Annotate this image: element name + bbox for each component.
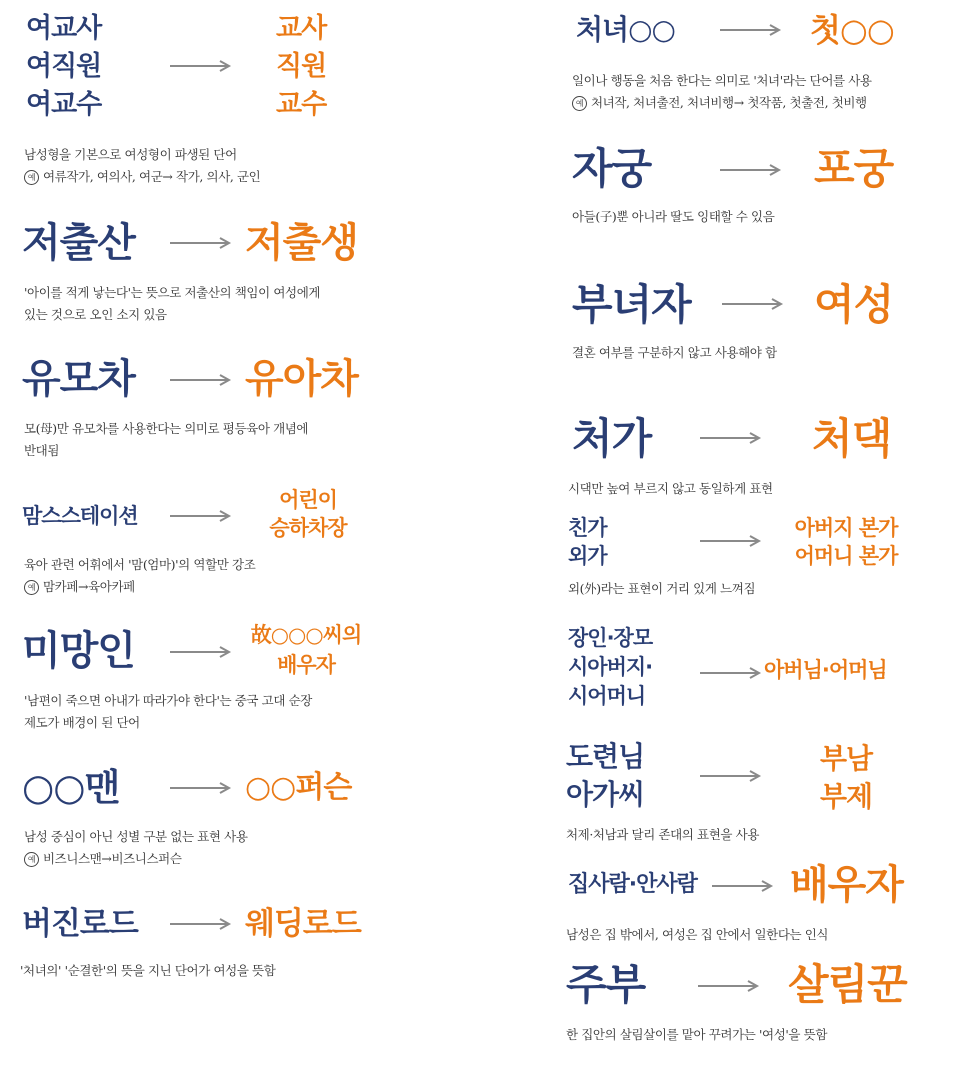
- arrow-icon: [700, 535, 762, 547]
- new-term-line: 처댁: [812, 414, 892, 463]
- new-term-line: 저출생: [245, 220, 358, 266]
- old-term: [22, 354, 135, 404]
- description-line: 남성은 집 밖에서, 여성은 집 안에서 일한다는 인식: [566, 927, 829, 942]
- old-term: [566, 958, 645, 1012]
- old-term-line: 외가: [568, 544, 607, 568]
- old-term: [22, 626, 135, 676]
- old-term-line: 맘스스테이션: [22, 504, 138, 528]
- arrow-icon: [170, 374, 232, 386]
- new-term: [820, 740, 872, 816]
- new-term: [810, 10, 894, 50]
- old-term: [22, 764, 119, 812]
- old-term-line: 저출산: [22, 220, 135, 266]
- arrow-icon: [170, 60, 232, 72]
- new-term-line: 살림꾼: [788, 960, 907, 1009]
- old-term-line: 처녀○○: [576, 13, 675, 46]
- description: [24, 144, 260, 188]
- example-mark-icon: 예: [572, 96, 587, 111]
- old-term-line: 여교수: [26, 89, 102, 120]
- old-term: [22, 218, 135, 268]
- example-text: 여류작가, 여의사, 여군→ 작가, 의사, 군인: [43, 168, 261, 184]
- old-term-line: 여교사: [26, 13, 102, 44]
- old-term: [576, 10, 675, 50]
- description: [24, 826, 248, 870]
- old-term-line: 집사람·안사람: [568, 872, 697, 897]
- arrow-icon: [700, 432, 762, 444]
- example-line: [24, 576, 255, 598]
- description-line: 한 집안의 살림살이를 맡아 꾸려가는 '여성'을 뜻함: [566, 1027, 828, 1042]
- new-term: [814, 278, 893, 332]
- description-line: 제도가 배경이 된 단어: [24, 714, 140, 730]
- old-term: [572, 412, 651, 466]
- arrow-icon: [170, 918, 232, 930]
- new-term: [238, 620, 374, 680]
- old-term: [26, 10, 101, 124]
- new-term-line: 웨딩로드: [245, 906, 361, 942]
- new-term: [245, 904, 361, 944]
- new-term-line: 배우자: [790, 862, 903, 908]
- new-term-line: 여성: [814, 280, 894, 329]
- description-line: 육아 관련 어휘에서 '맘(엄마)'의 역할만 강조: [24, 557, 256, 572]
- description-line: 모(母)만 유모차를 사용한다는 의미로 평등육아 개념에: [24, 421, 309, 436]
- description: [568, 578, 755, 600]
- new-term-line: 교수: [276, 89, 327, 120]
- new-term: [245, 768, 351, 808]
- description: [566, 924, 828, 946]
- new-term-line: 부제: [820, 780, 873, 813]
- old-term: [566, 738, 644, 814]
- new-term: [772, 514, 920, 570]
- new-term: [814, 142, 893, 196]
- description: [566, 824, 759, 846]
- arrow-icon: [170, 510, 232, 522]
- new-term-line: 교사: [276, 13, 327, 44]
- old-term-line: 시아버지·: [568, 655, 653, 679]
- old-term-line: 장인·장모: [568, 626, 653, 650]
- description-line: 남성형을 기본으로 여성형이 파생된 단어: [24, 147, 237, 162]
- description: [24, 554, 255, 598]
- old-term: [568, 514, 607, 570]
- description-line: 처제·처남과 달리 존대의 표현을 사용: [566, 827, 759, 842]
- example-line: [24, 166, 260, 188]
- new-term: [788, 958, 907, 1012]
- arrow-icon: [720, 164, 782, 176]
- old-term-line: 유모차: [22, 356, 135, 402]
- description-line: 반대됨: [24, 442, 60, 458]
- description: [24, 418, 308, 462]
- new-term-line: 첫○○: [810, 11, 894, 49]
- description: [572, 342, 777, 364]
- description: [568, 478, 773, 500]
- new-term-line: 아버님·어머님: [764, 658, 887, 682]
- description-line: 아들(子)뿐 아니라 딸도 잉태할 수 있음: [572, 209, 775, 224]
- description: [20, 960, 275, 982]
- old-term: [568, 870, 697, 900]
- old-term-line: 여직원: [26, 51, 102, 82]
- description-line: 외(外)라는 표현이 거리 있게 느껴짐: [568, 581, 756, 596]
- old-term-line: 미망인: [22, 628, 135, 674]
- old-term: [572, 142, 651, 196]
- new-term-line: 배우자: [277, 653, 335, 677]
- description-line: 있는 것으로 오인 소지 있음: [24, 306, 167, 322]
- example-line: [572, 92, 872, 114]
- example-text: 비즈니스맨→비즈니스퍼슨: [43, 850, 182, 866]
- old-term-line: 처가: [572, 414, 652, 463]
- new-term-line: 어린이: [279, 488, 337, 512]
- description: [24, 690, 312, 734]
- description: [24, 282, 320, 326]
- new-term: [276, 10, 326, 124]
- old-term: [22, 904, 138, 944]
- old-term-line: 시어머니: [568, 684, 646, 708]
- description: [572, 206, 774, 228]
- arrow-icon: [700, 667, 762, 679]
- old-term-line: 주부: [566, 960, 646, 1009]
- new-term-line: 故○○○씨의: [250, 623, 362, 647]
- description-line: 시댁만 높여 부르지 않고 동일하게 표현: [568, 481, 773, 496]
- description-line: 남성 중심이 아닌 성별 구분 없는 표현 사용: [24, 829, 248, 844]
- arrow-icon: [170, 646, 232, 658]
- new-term-line: 부남: [820, 742, 873, 775]
- arrow-icon: [720, 24, 782, 36]
- new-term-line: 어머니 본가: [794, 544, 898, 568]
- example-line: [24, 848, 248, 870]
- example-text: 맘카페→육아카페: [43, 578, 135, 594]
- old-term-line: 아가씨: [566, 778, 645, 811]
- new-term: [256, 486, 360, 542]
- new-term-line: 아버지 본가: [794, 516, 898, 540]
- new-term-line: 유아차: [245, 356, 358, 402]
- new-term-line: 승하차장: [269, 516, 347, 540]
- example-text: 처녀작, 처녀출전, 처녀비행→ 첫작품, 첫출전, 첫비행: [591, 94, 867, 110]
- new-term: [764, 656, 887, 684]
- new-term-line: ○○퍼슨: [245, 770, 352, 805]
- old-term-line: 친가: [568, 516, 607, 540]
- description-line: '처녀의' '순결한'의 뜻을 지닌 단어가 여성을 뜻함: [20, 963, 276, 978]
- arrow-icon: [170, 237, 232, 249]
- old-term: [22, 501, 138, 531]
- old-term-line: 도련님: [566, 740, 645, 773]
- description: [572, 70, 872, 114]
- new-term-line: 직원: [276, 51, 327, 82]
- description-line: '아이를 적게 낳는다'는 뜻으로 저출산의 책임이 여성에게: [24, 285, 321, 300]
- arrow-icon: [722, 298, 784, 310]
- example-mark-icon: 예: [24, 580, 39, 595]
- description-line: 일이나 행동을 처음 한다는 의미로 '처녀'라는 단어를 사용: [572, 73, 872, 88]
- arrow-icon: [698, 980, 760, 992]
- old-term-line: 버진로드: [22, 906, 138, 942]
- new-term: [245, 354, 358, 404]
- example-mark-icon: 예: [24, 170, 39, 185]
- new-term-line: 포궁: [814, 144, 894, 193]
- new-term: [245, 218, 358, 268]
- old-term: [572, 278, 691, 332]
- old-term-line: 부녀자: [572, 280, 691, 329]
- old-term: [568, 624, 652, 711]
- new-term: [812, 412, 891, 466]
- old-term-line: 자궁: [572, 144, 652, 193]
- description-line: '남편이 죽으면 아내가 따라가야 한다'는 중국 고대 순장: [24, 693, 312, 708]
- arrow-icon: [170, 782, 232, 794]
- arrow-icon: [712, 880, 774, 892]
- old-term-line: ○○맨: [22, 766, 120, 809]
- example-mark-icon: 예: [24, 852, 39, 867]
- arrow-icon: [700, 770, 762, 782]
- new-term: [790, 860, 903, 910]
- description: [566, 1024, 827, 1046]
- description-line: 결혼 여부를 구분하지 않고 사용해야 함: [572, 345, 777, 360]
